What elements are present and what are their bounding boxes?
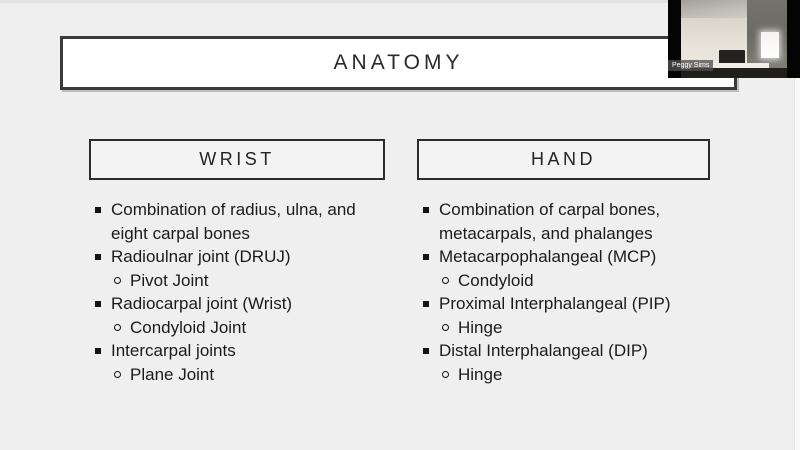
bullet-item — [114, 316, 387, 340]
bullet-text: Combination of carpal bones, metacarpals, and phalanges — [439, 200, 661, 243]
bullet-item — [95, 292, 387, 316]
bullet-item — [442, 316, 713, 340]
square-bullet-icon — [423, 207, 429, 213]
wrist-bullet-list — [95, 198, 387, 386]
bullet-text: Intercarpal joints — [111, 341, 236, 360]
bullet-item — [423, 292, 713, 316]
hand-header-label: HAND — [530, 149, 596, 169]
bullet-text: Condyloid — [458, 270, 534, 290]
bullet-text: Pivot Joint — [130, 270, 209, 290]
bullet-text: Combination of radius, ulna, and eight carpal bones — [111, 200, 356, 243]
wrist-header-label: WRIST — [199, 149, 275, 169]
bullet-item — [95, 245, 387, 269]
bullet-text: Radiocarpal joint (Wrist) — [111, 294, 293, 313]
bullet-item — [114, 363, 387, 387]
circle-bullet-icon — [442, 371, 449, 378]
bullet-text: Plane Joint — [130, 364, 215, 384]
square-bullet-icon — [95, 348, 101, 354]
square-bullet-icon — [95, 301, 101, 307]
room-window-light — [761, 32, 779, 58]
square-bullet-icon — [95, 254, 101, 260]
square-bullet-icon — [423, 254, 429, 260]
bullet-text: Radioulnar joint (DRUJ) — [111, 247, 291, 266]
circle-bullet-icon — [114, 371, 121, 378]
square-bullet-icon — [423, 301, 429, 307]
square-bullet-icon — [95, 207, 101, 213]
bullet-text: Condyloid Joint — [130, 317, 247, 337]
participant-name-label: Peggy Sims — [668, 60, 713, 71]
bullet-item — [114, 269, 387, 293]
square-bullet-icon — [423, 348, 429, 354]
wrist-header-box — [89, 139, 385, 180]
bullet-item — [95, 339, 387, 363]
bullet-item — [423, 245, 713, 269]
circle-bullet-icon — [442, 277, 449, 284]
circle-bullet-icon — [114, 324, 121, 331]
hand-header-box — [417, 139, 710, 180]
bullet-item — [423, 198, 713, 245]
bullet-item — [423, 339, 713, 363]
bullet-text: Metacarpophalangeal (MCP) — [439, 247, 657, 266]
hand-bullet-list — [423, 198, 713, 386]
bullet-text: Hinge — [458, 364, 503, 384]
bullet-text: Proximal Interphalangeal (PIP) — [439, 294, 671, 313]
slide-title: ANATOMY — [333, 51, 464, 74]
circle-bullet-icon — [114, 277, 121, 284]
bullet-text: Hinge — [458, 317, 503, 337]
bullet-item — [442, 363, 713, 387]
circle-bullet-icon — [442, 324, 449, 331]
room-monitor — [719, 50, 745, 64]
slide-title-box — [60, 36, 737, 90]
bullet-text: Distal Interphalangeal (DIP) — [439, 341, 648, 360]
bullet-item — [95, 198, 387, 245]
webcam-tile[interactable] — [668, 0, 800, 78]
bullet-item — [442, 269, 713, 293]
right-edge-strip — [794, 78, 800, 450]
